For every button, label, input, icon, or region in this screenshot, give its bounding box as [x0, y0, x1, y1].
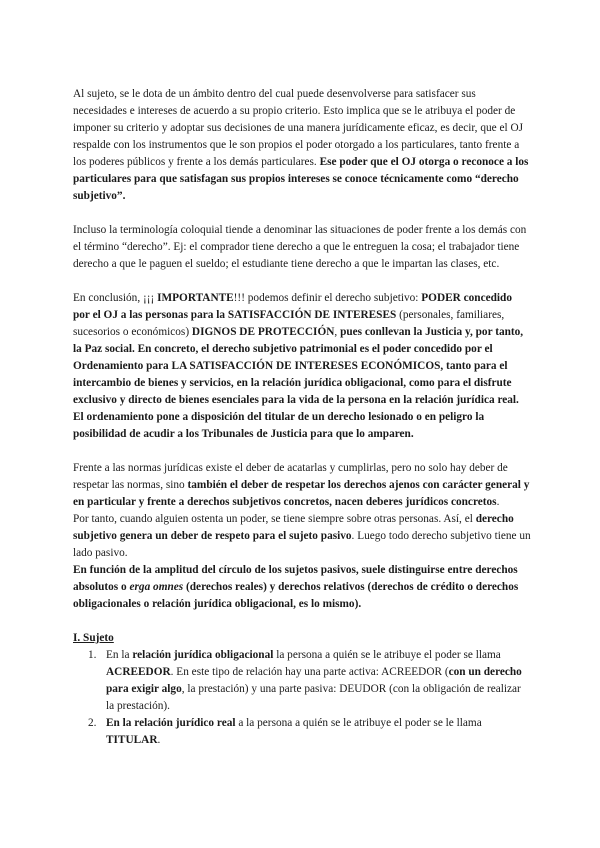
paragraph-duties — [73, 460, 531, 511]
bold-run: Ese poder que el OJ otorga o reconoce a los particulares para que satisfagan sus propios intereses se conoce técnicamente como “derecho subjetivo”. — [73, 156, 529, 202]
paragraph-gap — [73, 613, 531, 630]
text-run: !!! podemos definir el derecho subjetivo: — [233, 292, 422, 304]
bold-run: TITULAR — [106, 734, 158, 746]
bold-run: (derechos reales) y derechos relativos (derechos de crédito o derechos obligacionales o relación jurídica obligacional, es lo mismo). — [73, 581, 519, 610]
list-item — [73, 715, 531, 749]
document-page — [73, 86, 531, 749]
paragraph-gap — [73, 273, 531, 290]
numbered-list — [73, 647, 531, 749]
list-number: 1. — [88, 649, 97, 661]
bold-run: DIGNOS DE PROTECCIÓN — [191, 326, 335, 338]
bold-run: pues conllevan la Justicia y, por tanto, la Paz social. En concreto, el derecho subjetivo patrimonial es el poder concedido por el Ordenamiento para LA SATISFACCIÓN DE INTERESES ECONÓMICOS, tanto para el intercambio de bienes y servicios, en la relación jurídica obligacional, como para el disfrute exclusivo y directo de bienes esenciales para la vida de la persona en la relación jurídica real. El ordenamiento pone a disposición del titular de un derecho lesionado o en peligro la posibilidad de acudir a los Tribunales de Justicia para que lo amparen. — [73, 326, 524, 440]
list-number: 2. — [88, 717, 97, 729]
paragraph-terminology — [73, 222, 531, 273]
text-run: , — [334, 326, 341, 338]
bold-run: también el deber de respetar los derechos ajenos con carácter general y en particular y frente a derechos subjetivos concretos, nacen deberes jurídicos concretos — [73, 479, 530, 508]
bold-run: con un derecho para exigir algo — [106, 666, 522, 695]
text-run: . En este tipo de relación hay una parte activa: ACREEDOR ( — [170, 666, 449, 678]
bold-run: IMPORTANTE — [157, 292, 234, 304]
text-run: , la prestación) y una parte pasiva: DEUDOR (con la obligación de realizar la prestación). — [106, 683, 521, 712]
bold-run: derecho subjetivo genera un deber de respeto para el sujeto pasivo — [73, 513, 514, 542]
bold-run: ACREEDOR — [106, 666, 171, 678]
text-run: Al sujeto, se le dota de un ámbito dentro del cual puede desenvolverse para satisfacer sus necesidades e intereses de acuerdo a su propio criterio. Esto implica que se le atribuya el poder de imponer su criterio y adoptar sus decisiones de una manera jurídicamente eficaz, es decir, que el OJ respalde con los instrumentos que le son propios el poder otorgado a los particulares, tanto frente a los poderes públicos y frente a los demás particulares. — [73, 88, 523, 168]
paragraph-gap — [73, 205, 531, 222]
text-run: (personales, familiares, sucesorios o económicos) — [73, 309, 505, 338]
text-run: . — [496, 496, 500, 508]
text-run: . — [157, 734, 161, 746]
bold-run: En función de la amplitud del círculo de los sujetos pasivos, suele distinguirse entre derechos absolutos o — [73, 564, 518, 593]
bold-run: PODER concedido por el OJ a las personas para la SATISFACCIÓN DE INTERESES — [73, 292, 512, 321]
italic-run: erga omnes — [129, 581, 184, 593]
text-run: Incluso la terminología coloquial tiende a denominar las situaciones de poder frente a los demás con el término “derecho”. Ej: el comprador tiene derecho a que le entreguen la cosa; el trabajador tiene derecho a que le paguen el sueldo; el estudiante tiene derecho a que le impartan las clases, etc. — [73, 224, 527, 270]
paragraph-conclusion — [73, 290, 531, 443]
paragraph-absolute-relative — [73, 562, 531, 613]
section-title: I. Sujeto — [73, 632, 114, 644]
list-item — [73, 647, 531, 715]
paragraph-gap — [73, 443, 531, 460]
bold-run: En la relación jurídico real — [106, 717, 236, 729]
text-run: Por tanto, cuando alguien ostenta un poder, se tiene siempre sobre otras personas. Así, el — [73, 513, 476, 525]
text-run: a la persona a quién se le atribuye el poder se le llama — [235, 717, 482, 729]
text-run: . Luego todo derecho subjetivo tiene un lado pasivo. — [73, 530, 531, 559]
bold-run: relación jurídica obligacional — [132, 649, 274, 661]
text-run: Frente a las normas jurídicas existe el deber de acatarlas y cumplirlas, pero no solo hay deber de respetar las normas, sino — [73, 462, 508, 491]
text-run: la persona a quién se le atribuye el poder se llama — [273, 649, 501, 661]
paragraph-intro — [73, 86, 531, 205]
paragraph-passive-subject — [73, 511, 531, 562]
text-run: En la — [106, 649, 133, 661]
text-run: En conclusión, ¡¡¡ — [73, 292, 158, 304]
